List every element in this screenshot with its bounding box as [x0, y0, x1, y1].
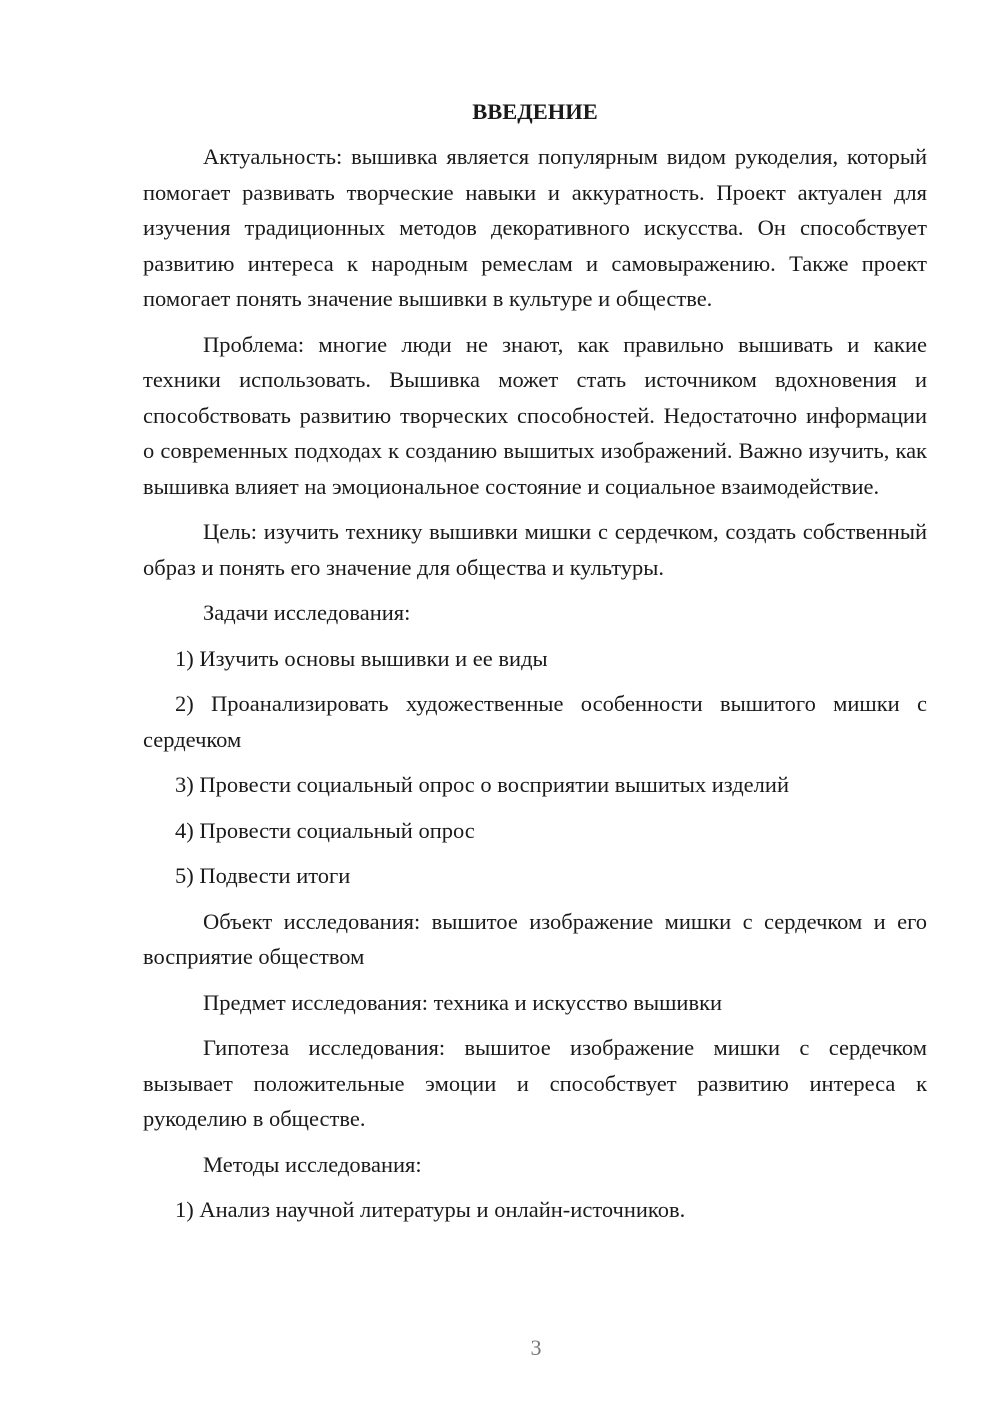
methods-list: [143, 1192, 927, 1228]
hypothesis-paragraph: Гипотеза исследования: вышитое изображение мишки с сердечком вызывает положительные эмоции и способствует развитию интереса к рукоделию в обществе.: [143, 1035, 927, 1131]
document-body: [143, 97, 927, 1238]
tasks-heading: Задачи исследования:: [203, 600, 411, 625]
relevance-paragraph: Актуальность: вышивка является популярным видом рукоделия, который помогает развивать творческие навыки и аккуратность. Проект актуален для изучения традиционных методов декоративного искусства. Он способствует развитию интереса к народным ремеслам и самовыражению. Также проект помогает понять значение вышивки в культуре и обществе.: [143, 144, 927, 311]
methods-heading: Методы исследования:: [203, 1151, 422, 1177]
list-item: 1) Анализ научной литературы и онлайн-источников.: [175, 1197, 686, 1222]
list-item: 2) Проанализировать художественные особенности вышитого мишки с сердечком: [143, 691, 927, 752]
object-paragraph: Объект исследования: вышитое изображение мишки с сердечком и его восприятие обществом: [143, 908, 927, 969]
page-number: 3: [530, 1335, 542, 1360]
subject-paragraph: Предмет исследования: техника и искусство вышивки: [203, 989, 723, 1015]
section-title: ВВЕДЕНИЕ: [472, 99, 598, 124]
list-item: 5) Подвести итоги: [175, 863, 351, 888]
problem-paragraph: Проблема: многие люди не знают, как правильно вышивать и какие техники использовать. Вышивка может стать источником вдохновения и способствовать развитию творческих способностей. Недостаточно информации о современных подходах к созданию вышитых изображений. Важно изучить, как вышивка влияет на эмоциональное состояние и социальное взаимодействие.: [143, 331, 927, 499]
list-item: 1) Изучить основы вышивки и ее виды: [175, 645, 548, 671]
list-item: 3) Провести социальный опрос о восприятии вышитых изделий: [175, 772, 789, 797]
list-item: 4) Провести социальный опрос: [175, 817, 475, 843]
goal-paragraph: Цель: изучить технику вышивки мишки с сердечком, создать собственный образ и понять его значение для общества и культуры.: [143, 519, 927, 580]
tasks-list: [143, 641, 927, 894]
